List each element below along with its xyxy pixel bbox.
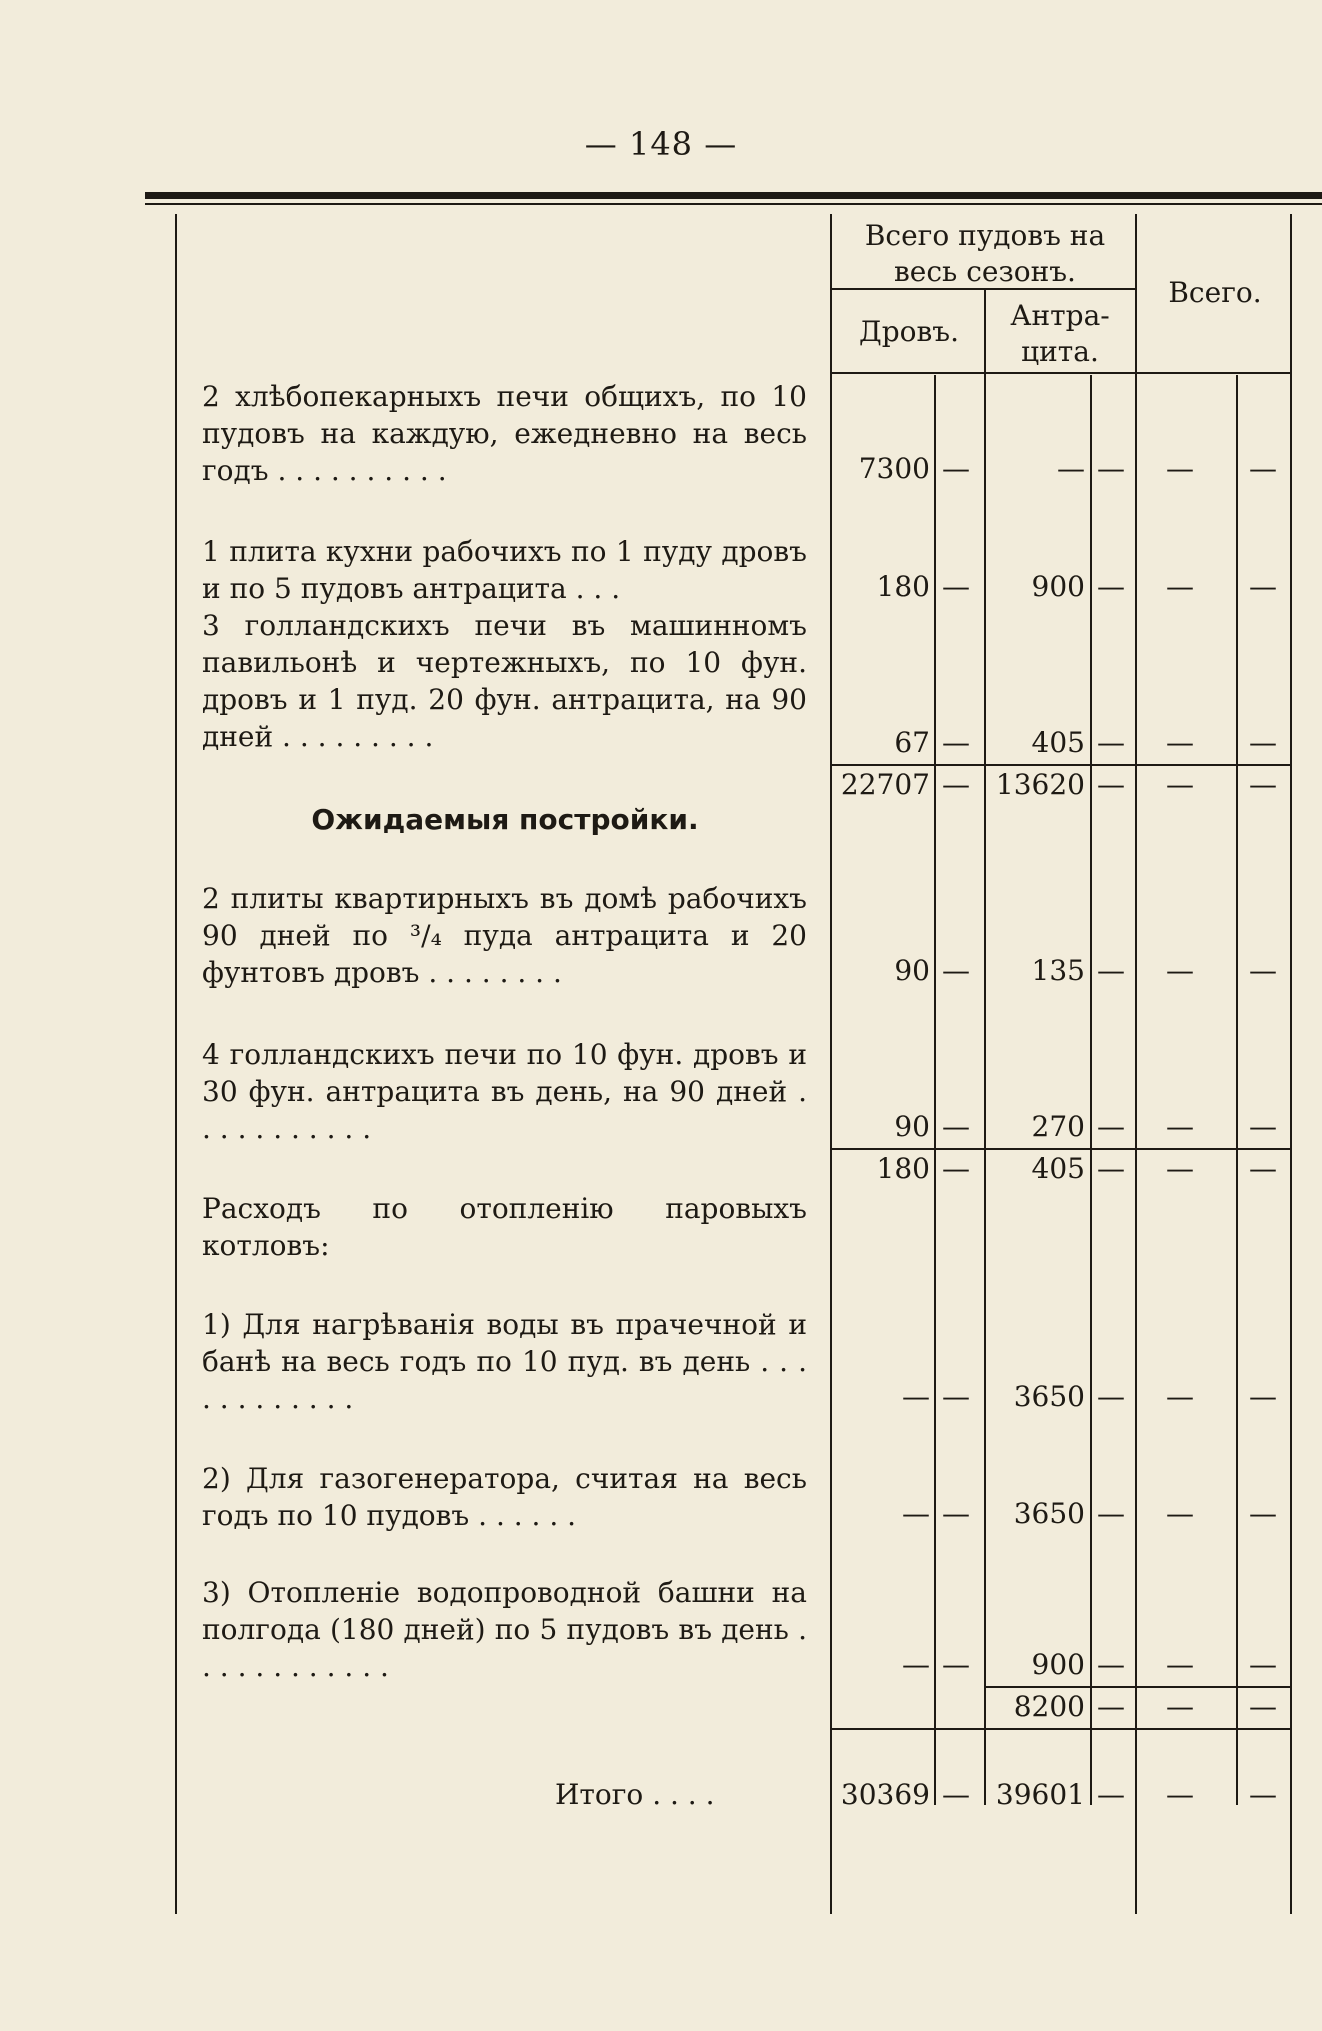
row-description: 2 плиты квартирныхъ въ домѣ рабочихъ 90 дней по ³/₄ пуда антрацита и 20 фунтовъ дровъ . . . . . . . . <box>202 882 807 989</box>
subtotal-rule <box>830 1148 1292 1150</box>
row-description: Расходъ по отопленію паровыхъ котловъ: <box>202 1192 807 1262</box>
anthracite-fraction: — <box>1097 1497 1125 1530</box>
firewood-fraction: — <box>942 1778 970 1811</box>
total-fraction: — <box>1249 1152 1277 1185</box>
grand-total-firewood: 30369 <box>840 1778 930 1811</box>
total-column-border <box>1135 214 1137 1914</box>
total-value: — <box>1166 1380 1194 1413</box>
anthracite-value: 135 <box>1031 954 1085 987</box>
total-value: — <box>1166 726 1194 759</box>
firewood-value: 7300 <box>858 452 930 485</box>
total-fraction: — <box>1249 1110 1277 1143</box>
anthracite-value: 3650 <box>1013 1497 1085 1530</box>
anthracite-fraction: — <box>1097 1110 1125 1143</box>
anthracite-fraction: — <box>1097 1778 1125 1811</box>
firewood-fraction: — <box>942 1497 970 1530</box>
row-description: 3 голландскихъ печи въ машинномъ павильонѣ и чертежныхъ, по 10 фун. дровъ и 1 пуд. 20 фун. антрацита, на 90 дней . . . . . . . . . <box>202 609 807 753</box>
subtotal-anthracite: 8200 <box>1013 1690 1085 1723</box>
subtotal-anthracite: 405 <box>1031 1152 1085 1185</box>
firewood-value: 180 <box>876 570 930 603</box>
total-fraction: — <box>1249 1380 1277 1413</box>
firewood-value: 67 <box>894 726 930 759</box>
firewood-fraction: — <box>942 570 970 603</box>
row-description: 2) Для газогенератора, считая на весь годъ по 10 пудовъ . . . . . . <box>202 1462 807 1532</box>
firewood-value: — <box>902 1497 930 1530</box>
row-description: 2 хлѣбопекарныхъ печи общихъ, по 10 пудовъ на каждую, ежедневно на весь годъ . . . . . . . . . . <box>202 380 807 487</box>
anthracite-value: 900 <box>1031 570 1085 603</box>
anthracite-fraction: — <box>1097 452 1125 485</box>
row-description: 4 голландскихъ печи по 10 фун. дровъ и 30 фун. антрацита въ день, на 90 дней . . . . . . . . . . . <box>202 1038 807 1145</box>
total-fraction: — <box>1249 726 1277 759</box>
anthracite-value: — <box>1057 452 1085 485</box>
anthracite-fraction: — <box>1097 954 1125 987</box>
anthracite-fraction: — <box>1097 768 1125 801</box>
anthracite-value: 3650 <box>1013 1380 1085 1413</box>
total-value: — <box>1166 1497 1194 1530</box>
anthracite-fraction: — <box>1097 570 1125 603</box>
anthracite-fraction: — <box>1097 1380 1125 1413</box>
grand-total-label: Итого . . . . <box>555 1778 715 1811</box>
firewood-fraction: — <box>942 726 970 759</box>
subtotal-rule <box>984 1686 1292 1688</box>
total-value: — <box>1166 954 1194 987</box>
top-rule-thick <box>145 192 1322 199</box>
anthracite-fraction: — <box>1097 1690 1125 1723</box>
row-description: 3) Отопленіе водопроводной башни на полгода (180 дней) по 5 пудовъ въ день . . . . . . . . . . . . <box>202 1576 807 1683</box>
total-value: — <box>1166 768 1194 801</box>
anthracite-value: 270 <box>1031 1110 1085 1143</box>
table-right-border <box>1290 214 1292 1914</box>
subtotal-rule <box>830 764 1292 766</box>
header-total: Всего. <box>1168 276 1262 309</box>
anthracite-value: 405 <box>1031 726 1085 759</box>
grand-total-rule <box>830 1728 1292 1730</box>
section-heading: Ожидаемыя постройки. <box>311 803 699 836</box>
total-value: — <box>1166 1648 1194 1681</box>
total-fraction: — <box>1249 570 1277 603</box>
subtotal-firewood: 22707 <box>840 768 930 801</box>
total-value: — <box>1166 1110 1194 1143</box>
anthracite-fraction: — <box>1097 1648 1125 1681</box>
anthracite-column-border <box>984 290 986 1805</box>
header-bottom-rule <box>830 372 1292 374</box>
total-fraction: — <box>1249 1690 1277 1723</box>
total-value: — <box>1166 570 1194 603</box>
firewood-value: — <box>902 1380 930 1413</box>
header-firewood: Дровъ. <box>858 315 960 348</box>
anthracite-value: 900 <box>1031 1648 1085 1681</box>
firewood-fraction: — <box>942 954 970 987</box>
anthracite-fraction: — <box>1097 1152 1125 1185</box>
grand-total-anthracite: 39601 <box>995 1778 1085 1811</box>
anthracite-fraction: — <box>1097 726 1125 759</box>
firewood-fraction: — <box>942 1380 970 1413</box>
total-value: — <box>1166 1778 1194 1811</box>
total-fraction: — <box>1249 954 1277 987</box>
top-rule-thin <box>145 203 1322 205</box>
total-fraction: — <box>1249 452 1277 485</box>
total-value: — <box>1166 1152 1194 1185</box>
firewood-value: 90 <box>894 954 930 987</box>
subtotal-firewood: 180 <box>876 1152 930 1185</box>
firewood-fraction: — <box>942 1110 970 1143</box>
total-fraction: — <box>1249 1648 1277 1681</box>
header-season-total: Всего пудовъ на весь сезонъ. <box>864 219 1106 288</box>
header-anthracite: Антра-цита. <box>1010 299 1110 368</box>
page-number: — 148 — <box>584 125 738 163</box>
firewood-fraction: — <box>942 1648 970 1681</box>
row-description: 1) Для нагрѣванія воды въ прачечной и банѣ на весь годъ по 10 пуд. въ день . . . . . . . . . . . . <box>202 1308 807 1415</box>
firewood-fraction: — <box>942 768 970 801</box>
firewood-value: — <box>902 1648 930 1681</box>
firewood-fraction: — <box>942 1152 970 1185</box>
total-value: — <box>1166 1690 1194 1723</box>
table-left-border <box>175 214 177 1914</box>
total-fraction: — <box>1249 768 1277 801</box>
firewood-fraction: — <box>942 452 970 485</box>
subtotal-anthracite: 13620 <box>995 768 1085 801</box>
row-description: 1 плита кухни рабочихъ по 1 пуду дровъ и по 5 пудовъ антрацита . . . <box>202 535 807 605</box>
total-fraction: — <box>1249 1497 1277 1530</box>
total-value: — <box>1166 452 1194 485</box>
firewood-value: 90 <box>894 1110 930 1143</box>
total-fraction: — <box>1249 1778 1277 1811</box>
